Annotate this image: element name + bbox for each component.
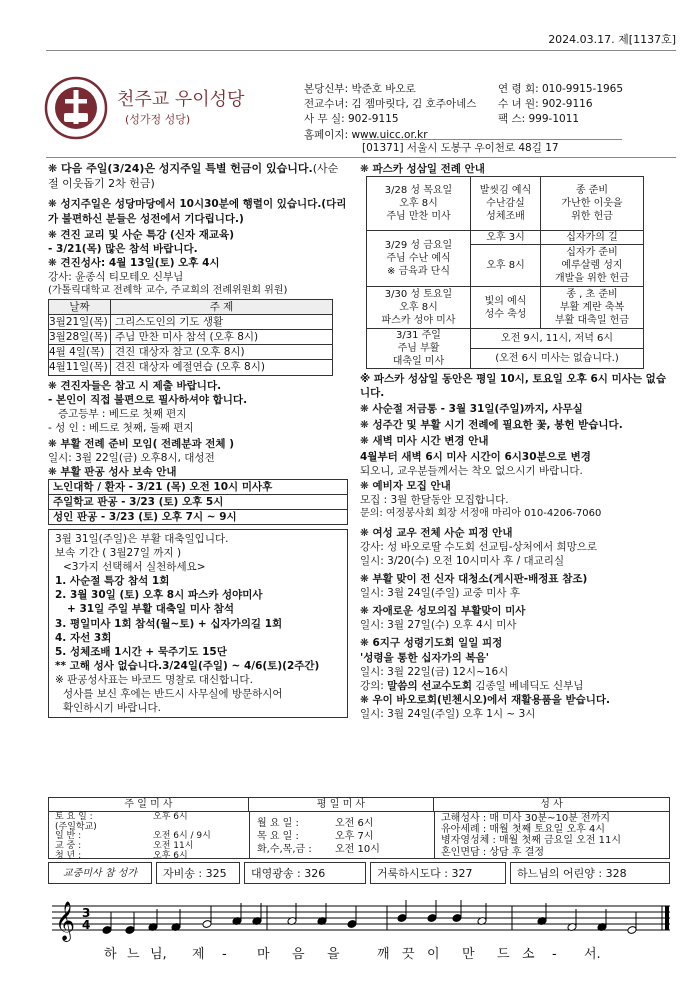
church-logo — [44, 76, 108, 140]
issue-date: 2024.03.17. 제[1137호] — [548, 33, 676, 46]
svg-text:3: 3 — [82, 906, 91, 920]
header-info-right: 연 령 회: 010-9915-1965 수 녀 원: 902-9116 팩 스: 999-1011 — [498, 83, 624, 126]
lyric-syllable: 느 — [127, 947, 140, 962]
penance-box: 3월 31일(주일)은 부활 대축일입니다. 보속 기간 ( 3월27일 까지 ) <3가지 선택해서 실천하세요> 1. 사순절 특강 참석 1회 2. 3월 30일 (토) 오후 8시 파스카 성야미사 + 31일 주일 부활 대축일 미사 참석 3. 평일미사 1회 참석(월~토) + 십자가의길 1회 4. 자선 3회 5. 성체조배 1시간 + 묵주기도 15단 ** 고해 성사 없습니다.3/24일(주일) ~ 4/6(토)(2주간) ※ 판공성사표는 바코드 명찰로 대신합니다. 성사를 보신 후에는 반드시 사무실에 방문하시어 확인하시기 바랍니다. — [48, 529, 348, 718]
lyric-syllable: 드 — [497, 947, 510, 962]
header-bottom-line — [46, 157, 676, 158]
lyric-syllable: 이 — [427, 947, 440, 962]
church-subname: (성가정 성당) — [125, 113, 191, 126]
lyric-syllable: 마 — [257, 947, 270, 962]
lyric-syllable: - — [222, 947, 227, 962]
header-top-line — [46, 50, 676, 51]
church-name: 천주교 우이성당 — [117, 89, 245, 110]
hymn-row: 교중미사 참 성가 자비송 : 325 대영광송 : 326 거룩하시도다 : 327 하느님의 어린양 : 328 — [48, 862, 670, 884]
lyric-syllable: 깨 — [377, 947, 390, 962]
svg-text:4: 4 — [82, 918, 91, 932]
church-address: [01371] 서울시 도봉구 우이천로 48길 17 — [362, 139, 622, 156]
lyrics — [52, 946, 670, 964]
lyric-syllable: 만 — [462, 947, 475, 962]
schedule-table: 날짜 주 제 3월21일(목) 그리스도인의 기도 생활 3월28일(목) 주님 만찬 미사 참석 (오후 8시) 4월 4일(목) 견진 대상자 참고 (오후 8시) 4월11일(목) 견진 대상자 예절연습 (오후 8시) — [48, 299, 333, 375]
lyric-syllable: 서. — [584, 947, 601, 962]
lyric-syllable: 님, — [150, 947, 167, 962]
right-column: ❋ 파스카 성삼일 전례 안내 3/28 성 목요일 오후 8시 주님 만찬 미사 발씻김 예식 수난감실 성체조배 종 준비 가난한 이웃을 위한 헌금 3/29 성 금요일 주님 수난 예식 ※ 금육과 단식 오후 3시 십자가의 길 오후 8시 십자가 준비 예루살렘 성지 개발을 위한 헌금 3/30 성 토요일 오후 8시 파스카 성야 미사 빛의 예식 성수 축성 종 , 초 준비 부활 계란 축복 부활 대축일 헌금 3/31 주일 주님 부활 대축일 미사 오전 9시, 11시, 저녁 6시 (오전 6시 미사는 없습니다.) ※ 파스카 성삼일 동안은 평일 10시, 토요일 오후 6시 미사는 없습니다. ❋ 사순절 저금통 - 3월 31일(주일)까지, 사무실 ❋ 성주간 및 부활 시기 전례에 필요한 꽃, 봉헌 받습니다. ❋ 새벽 미사 시간 변경 안내 4월부터 새벽 6시 미사 시간이 6시30분으로 변경 되오니, 교우분들께서는 착오 없으시기 바랍니다. ❋ 예비자 모집 안내 모집 : 3월 한달동안 모집합니다. 문의: 여정봉사회 회장 서정애 마리아 010-4206-7060 ❋ 여성 교우 전체 사순 피정 안내 강사: 성 바오로딸 수도회 선교팀-상처에서 희망으로 일시: 3/20(수) 오전 10시미사 후 / 대교리실 ❋ 부활 맞이 전 신자 대청소(게시판-배정표 참조) 일시: 3월 24일(주일) 교중 미사 후 ❋ 자애로운 성모의집 부활맞이 미사 일시: 3월 27일(수) 오후 4시 미사 ❋ 6지구 성령기도회 일일 피정 '성령을 통한 십자가의 복음' 일시: 3월 22일(금) 12시~16시 강의: 말씀의 선교수도회 김종일 베네딕도 신부님 ❋ 우이 바오로회(빈첸시오)에서 재활용품을 받습니다. 일시: 3월 24일(주일) 오후 1시 ~ 3시 — [360, 162, 670, 721]
lyric-syllable: 끗 — [402, 947, 415, 962]
mass-schedule: 주 일 미 사 평 일 미 사 성 사 토 요 일 : (주일학교) 일 반 : 교 중 : 청 년 : 오후 6시 오전 6시 / 9시 오전 11시 오후 6시 월 요 일 : 목 요 일 : 화,수,목,금 : 오전 6시 오후 7시 오전 10시 고해성사 : 매 미사 30분~10분 전까지 유아세례 : 매월 첫째 토요일 오후 4시 병자영성체 : 매월 첫째 금요일 오전 11시 혼인면담 : 상담 후 결정 — [48, 797, 670, 859]
lyric-syllable: 음 — [292, 947, 305, 962]
header-info-left: 본당신부: 박준호 바오로 전교수녀: 김 젬마릿다, 김 호주아네스 사 무 실: 902-9115 홈페이지: www.uicc.or.kr — [304, 83, 477, 141]
lyric-syllable: 소 — [522, 947, 535, 962]
triduum-table: 3/28 성 목요일 오후 8시 주님 만찬 미사 발씻김 예식 수난감실 성체조배 종 준비 가난한 이웃을 위한 헌금 3/29 성 금요일 주님 수난 예식 ※ 금육과 단식 오후 3시 십자가의 길 오후 8시 십자가 준비 예루살렘 성지 개발을 위한 헌금 3/30 성 토요일 오후 8시 파스카 성야 미사 빛의 예식 성수 축성 종 , 초 준비 부활 계란 축복 부활 대축일 헌금 3/31 주일 주님 부활 대축일 미사 오전 9시, 11시, 저녁 6시 (오전 6시 미사는 없습니다.) — [366, 176, 644, 369]
lyric-syllable: 을 — [327, 947, 340, 962]
confession-table: 노인대학 / 환자 - 3/21 (목) 오전 10시 미사후 주일학교 판공 - 3/23 (토) 오후 5시 성인 판공 - 3/23 (토) 오후 7시 ~ 9시 — [48, 479, 348, 525]
svg-text:𝄞: 𝄞 — [55, 901, 76, 941]
left-column: ❋ 다음 주일(3/24)은 성지주일 특별 헌금이 있습니다.(사순절 이웃돕기 2차 헌금) ❋ 성지주일은 성당마당에서 10시30분에 행렬이 있습니다.(다리가 불편하신 분들은 성전에서 기다립니다.) ❋ 견진 교리 및 사순 특강 (신자 재교육) - 3/21(목) 많은 참석 바랍니다. ❋ 견진성사: 4월 13일(토) 오후 4시 강사: 윤종식 티모테오 신부님 (가톨릭대학교 전례학 교수, 주교회의 전례위원회 위원) 날짜 주 제 3월21일(목) 그리스도인의 기도 생활 3월28일(목) 주님 만찬 미사 참석 (오후 8시) 4월 4일(목) 견진 대상자 참고 (오후 8시) 4월11일(목) 견진 대상자 예절연습 (오후 8시) ❋ 견진자들은 참고 시 제출 바랍니다. - 본인이 직접 불편으로 필사하셔야 합니다. 증고등부 : 베드로 첫째 편지 - 성 인 : 베드로 첫째, 둘째 편지 ❋ 부활 전례 준비 모임( 전례분과 전체 ) 일시: 3월 22일(금) 오후8시, 대성전 ❋ 부활 판공 성사 보속 안내 노인대학 / 환자 - 3/21 (목) 오전 10시 미사후 주일학교 판공 - 3/23 (토) 오후 5시 성인 판공 - 3/23 (토) 오후 7시 ~ 9시 3월 31일(주일)은 부활 대축일입니다. 보속 기간 ( 3월27일 까지 ) <3가지 선택해서 실천하세요> 1. 사순절 특강 참석 1회 2. 3월 30일 (토) 오후 8시 파스카 성야미사 + 31일 주일 부활 대축일 미사 참석 3. 평일미사 1회 참석(월~토) + 십자가의길 1회 4. 자선 3회 5. 성체조배 1시간 + 묵주기도 15단 ** 고해 성사 없습니다.3/24일(주일) ~ 4/6(토)(2주간) ※ 판공성사표는 바코드 명찰로 대신합니다. 성사를 보신 후에는 반드시 사무실에 방문하시어 확인하시기 바랍니다. — [48, 162, 348, 718]
lyric-syllable: 하 — [104, 947, 117, 962]
music-staff — [52, 894, 670, 944]
lyric-syllable: - — [552, 947, 557, 962]
lyric-syllable: 제 — [192, 947, 205, 962]
